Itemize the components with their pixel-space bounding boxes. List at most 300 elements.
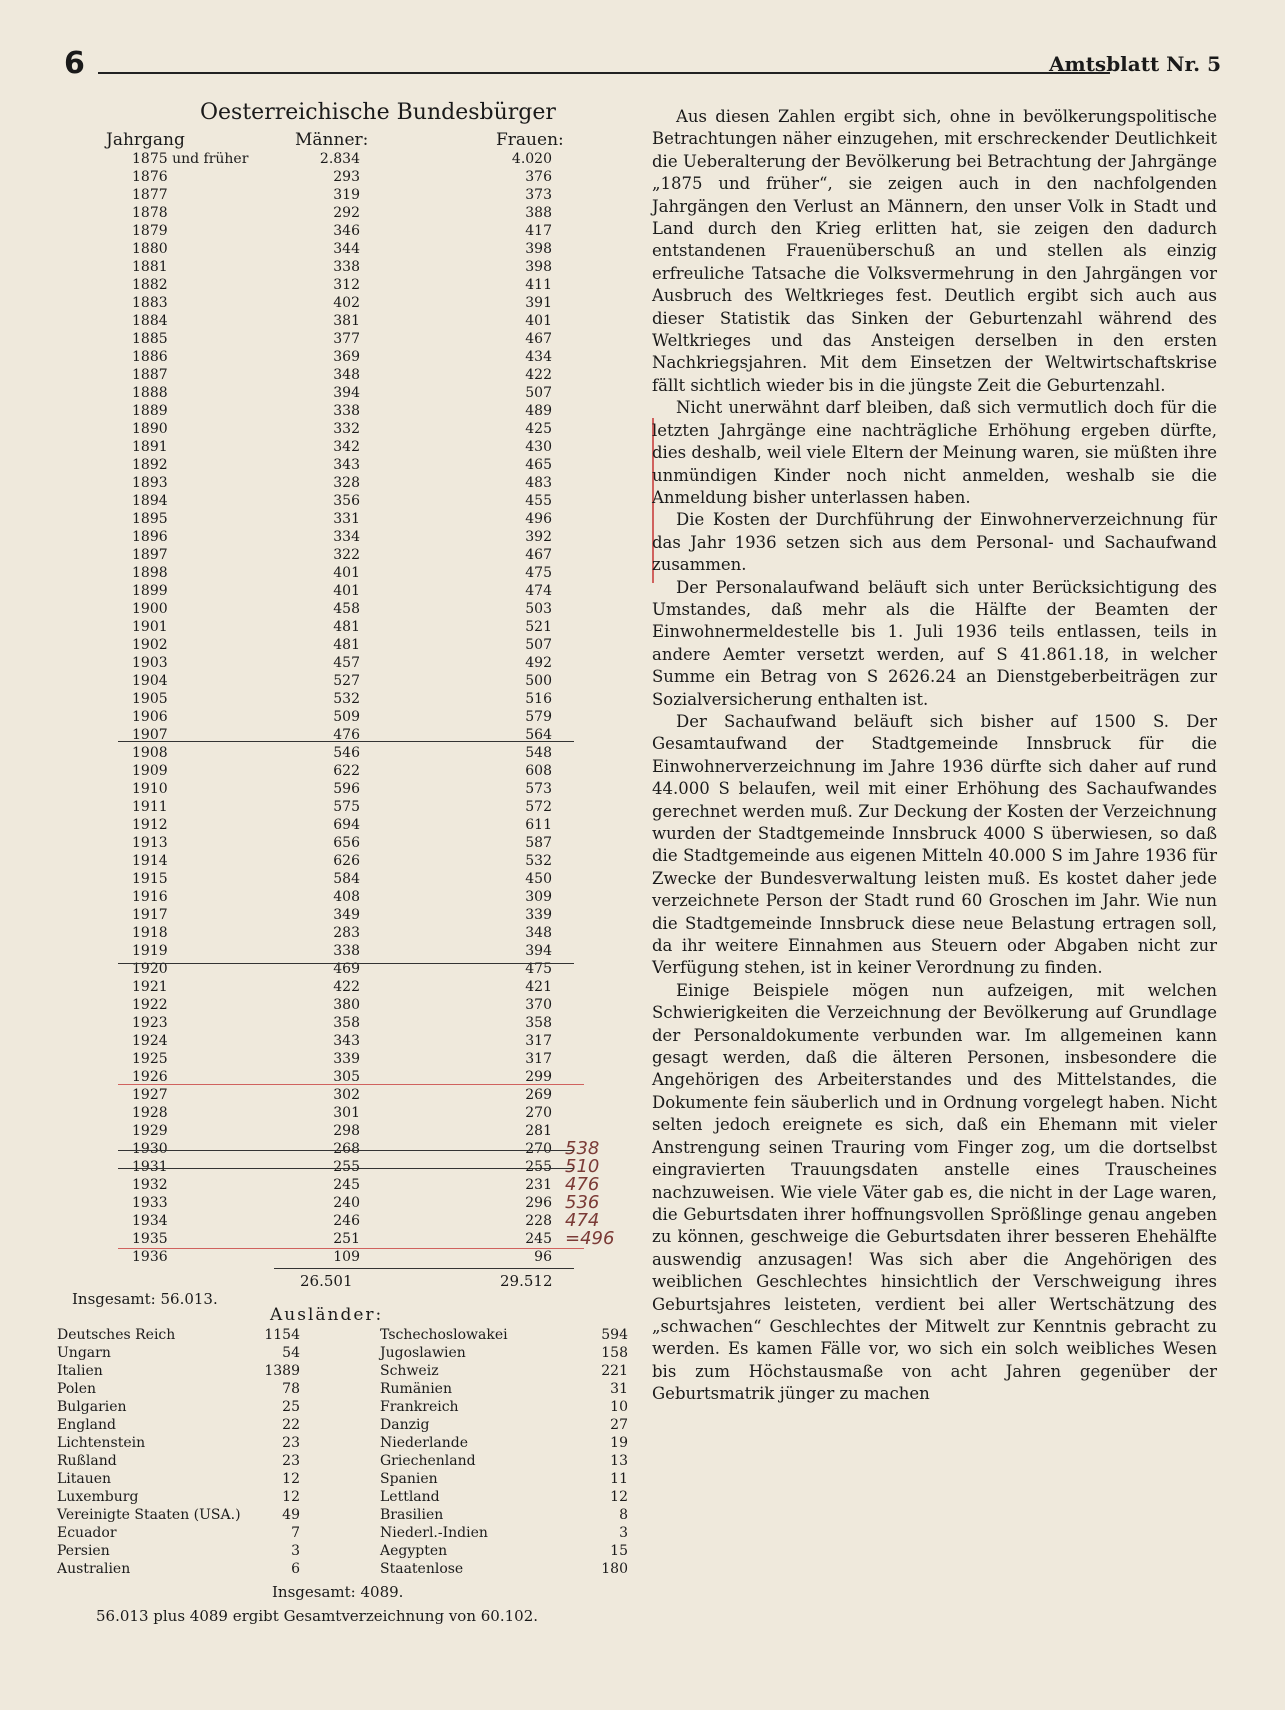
women-cell: 548: [525, 745, 552, 761]
men-cell: 283: [333, 925, 360, 941]
year-cell: 1904: [132, 673, 168, 689]
table-rule: [118, 741, 574, 742]
men-cell: 339: [333, 1051, 360, 1067]
table-row: [0, 924, 640, 942]
year-cell: 1912: [132, 817, 168, 833]
women-cell: 96: [534, 1249, 552, 1265]
country-name: Vereinigte Staaten (USA.): [57, 1507, 241, 1523]
table-row: [0, 492, 640, 510]
country-count: 54: [282, 1345, 300, 1361]
women-cell: 425: [525, 421, 552, 437]
foreign-row: [0, 1506, 628, 1524]
year-cell: 1925: [132, 1051, 168, 1067]
table-row: [0, 564, 640, 582]
year-cell: 1885: [132, 331, 168, 347]
year-cell: 1906: [132, 709, 168, 725]
country-name: Schweiz: [380, 1363, 439, 1379]
women-cell: 467: [525, 331, 552, 347]
men-cell: 408: [333, 889, 360, 905]
women-cell: 465: [525, 457, 552, 473]
country-name: Danzig: [380, 1417, 430, 1433]
country-name: Italien: [57, 1363, 103, 1379]
table-row: [0, 240, 640, 258]
women-cell: 394: [525, 943, 552, 959]
year-cell: 1886: [132, 349, 168, 365]
country-name: Jugoslawien: [380, 1345, 466, 1361]
article-paragraph: Der Personalaufwand beläuft sich unter Berücksichtigung des Umstandes, daß mehr als die Hälfte der Beamten der Einwohnermeldestelle bis 1. Juli 1936 teils entlassen, teils in andere Aemter versetzt werden, auf S 41.861.18, in welcher Summe ein Betrag von S 2626.24 an Dienstgeberbeiträgen zur Sozialversicherung enthalten ist.: [652, 577, 1217, 709]
year-cell: 1909: [132, 763, 168, 779]
year-cell: 1905: [132, 691, 168, 707]
country-name: Aegypten: [380, 1543, 448, 1559]
grand-total: Insgesamt: 56.013.: [72, 1290, 218, 1308]
country-name: Frankreich: [380, 1399, 459, 1415]
country-name: Deutsches Reich: [57, 1327, 176, 1343]
table-row: [0, 366, 640, 384]
table-row: [0, 438, 640, 456]
year-cell: 1876: [132, 169, 168, 185]
women-cell: 398: [525, 241, 552, 257]
women-cell: 521: [525, 619, 552, 635]
country-count: 3: [291, 1543, 300, 1559]
women-cell: 245: [525, 1231, 552, 1247]
year-cell: 1911: [132, 799, 168, 815]
table-row: [0, 1140, 640, 1158]
men-cell: 380: [333, 997, 360, 1013]
women-cell: 231: [525, 1177, 552, 1193]
table-rule: [118, 1150, 574, 1151]
women-cell: 572: [525, 799, 552, 815]
year-cell: 1931: [132, 1159, 168, 1175]
total-men: 26.501: [300, 1272, 353, 1290]
year-cell: 1935: [132, 1231, 168, 1247]
handwritten-note: 474: [565, 1210, 600, 1231]
year-cell: 1898: [132, 565, 168, 581]
table-row: [0, 1194, 640, 1212]
handwritten-note: 538: [565, 1138, 600, 1159]
men-cell: 527: [333, 673, 360, 689]
men-cell: 298: [333, 1123, 360, 1139]
table-row: [0, 1212, 640, 1230]
men-cell: 575: [333, 799, 360, 815]
women-cell: 391: [525, 295, 552, 311]
table-row: [0, 690, 640, 708]
year-cell: 1930: [132, 1141, 168, 1157]
year-cell: 1877: [132, 187, 168, 203]
journal-title: Amtsblatt Nr. 5: [1049, 52, 1221, 76]
year-cell: 1896: [132, 529, 168, 545]
country-count: 1389: [264, 1363, 300, 1379]
foreign-row: [0, 1380, 628, 1398]
men-cell: 596: [333, 781, 360, 797]
table-row: [0, 150, 640, 168]
women-cell: 475: [525, 565, 552, 581]
women-cell: 358: [525, 1015, 552, 1031]
men-cell: 319: [333, 187, 360, 203]
men-cell: 109: [333, 1249, 360, 1265]
table-row: [0, 1248, 640, 1266]
year-cell: 1936: [132, 1249, 168, 1265]
year-cell: 1922: [132, 997, 168, 1013]
country-name: Griechenland: [380, 1453, 476, 1469]
country-count: 15: [610, 1543, 628, 1559]
men-cell: 338: [333, 259, 360, 275]
foreign-row: [0, 1488, 628, 1506]
women-cell: 228: [525, 1213, 552, 1229]
women-cell: 516: [525, 691, 552, 707]
women-cell: 270: [525, 1141, 552, 1157]
women-cell: 475: [525, 961, 552, 977]
men-cell: 293: [333, 169, 360, 185]
table-row: [0, 816, 640, 834]
women-cell: 281: [525, 1123, 552, 1139]
year-cell: 1913: [132, 835, 168, 851]
men-cell: 328: [333, 475, 360, 491]
year-cell: 1918: [132, 925, 168, 941]
country-count: 19: [610, 1435, 628, 1451]
women-cell: 269: [525, 1087, 552, 1103]
country-name: Rumänien: [380, 1381, 452, 1397]
women-cell: 317: [525, 1051, 552, 1067]
country-name: Ecuador: [57, 1525, 117, 1541]
country-count: 6: [291, 1561, 300, 1577]
table-row: [0, 708, 640, 726]
table-row: [0, 474, 640, 492]
article-paragraph: Einige Beispiele mögen nun aufzeigen, mit welchen Schwierigkeiten die Verzeichnung der Bevölkerung auf Grundlage der Personaldokumente verbunden war. Im allgemeinen kann gesagt werden, daß die älteren Personen, insbesondere die Angehörigen des Arbeiterstandes und des Mittelstandes, die Dokumente fein säuberlich und in Ordnung vorgelegt haben. Nicht selten jedoch ereignete es sich, daß ein Ehemann mit vieler Anstrengung seinen Trauring vom Finger zog, um die dortselbst eingravierten Trauungsdaten anstelle eines Trauscheines nachzuweisen. Wie viele Väter gab es, die nicht in der Lage waren, die Geburtsdaten ihrer hoffnungsvollen Sprößlinge genau angeben zu können, geschweige die Geburtsdaten ihrer besseren Ehehälfte auswendig anzusagen! Was sich aber die Angehörigen des weiblichen Geschlechtes hinsichtlich der Verschweigung ihres Geburtsjahres leisteten, verdient bei aller Wertschätzung des „schwachen“ Geschlechtes der Mitwelt zur Kenntnis gebracht zu werden. Es kamen Fälle vor, wo sich ein solch weibliches Wesen bis zum Höchstausmaße von acht Jahren gegenüber der Geburtsmatrik jünger zu machen: [652, 980, 1217, 1404]
table-row: [0, 1122, 640, 1140]
year-cell: 1878: [132, 205, 168, 221]
men-cell: 268: [333, 1141, 360, 1157]
men-cell: 349: [333, 907, 360, 923]
header-rule: [98, 72, 1110, 74]
table-row: [0, 348, 640, 366]
table-row: [0, 420, 640, 438]
table-row: [0, 1176, 640, 1194]
table-row: [0, 1086, 640, 1104]
red-annotation-line: [118, 1084, 584, 1085]
women-cell: 579: [525, 709, 552, 725]
women-cell: 608: [525, 763, 552, 779]
foreign-row: [0, 1416, 628, 1434]
table-row: [0, 636, 640, 654]
country-name: Luxemburg: [57, 1489, 139, 1505]
men-cell: 342: [333, 439, 360, 455]
year-cell: 1894: [132, 493, 168, 509]
women-cell: 455: [525, 493, 552, 509]
men-cell: 255: [333, 1159, 360, 1175]
women-cell: 317: [525, 1033, 552, 1049]
foreign-row: [0, 1560, 628, 1578]
men-cell: 394: [333, 385, 360, 401]
women-cell: 370: [525, 997, 552, 1013]
women-cell: 373: [525, 187, 552, 203]
year-cell: 1889: [132, 403, 168, 419]
foreign-row: [0, 1434, 628, 1452]
country-count: 594: [601, 1327, 628, 1343]
table-row: [0, 798, 640, 816]
men-cell: 481: [333, 619, 360, 635]
country-count: 12: [282, 1471, 300, 1487]
table-row: [0, 528, 640, 546]
year-cell: 1900: [132, 601, 168, 617]
summary-line: 56.013 plus 4089 ergibt Gesamtverzeichnung von 60.102.: [96, 1607, 539, 1625]
year-cell: 1881: [132, 259, 168, 275]
year-cell: 1899: [132, 583, 168, 599]
men-cell: 458: [333, 601, 360, 617]
table-row: [0, 510, 640, 528]
country-count: 23: [282, 1435, 300, 1451]
women-cell: 388: [525, 205, 552, 221]
men-cell: 301: [333, 1105, 360, 1121]
women-cell: 611: [525, 817, 552, 833]
men-cell: 344: [333, 241, 360, 257]
country-count: 221: [601, 1363, 628, 1379]
table-row: [0, 762, 640, 780]
country-count: 7: [291, 1525, 300, 1541]
women-cell: 309: [525, 889, 552, 905]
country-count: 22: [282, 1417, 300, 1433]
country-name: Brasilien: [380, 1507, 444, 1523]
year-cell: 1934: [132, 1213, 168, 1229]
women-cell: 467: [525, 547, 552, 563]
foreign-row: [0, 1398, 628, 1416]
women-cell: 532: [525, 853, 552, 869]
table-row: [0, 780, 640, 798]
men-cell: 346: [333, 223, 360, 239]
men-cell: 305: [333, 1069, 360, 1085]
country-count: 3: [619, 1525, 628, 1541]
men-cell: 369: [333, 349, 360, 365]
year-cell: 1901: [132, 619, 168, 635]
country-count: 31: [610, 1381, 628, 1397]
column-header-year: Jahrgang: [106, 130, 185, 150]
men-cell: 402: [333, 295, 360, 311]
column-header-women: Frauen:: [496, 130, 564, 150]
year-cell: 1921: [132, 979, 168, 995]
country-name: Bulgarien: [57, 1399, 127, 1415]
country-count: 49: [282, 1507, 300, 1523]
women-cell: 417: [525, 223, 552, 239]
men-cell: 457: [333, 655, 360, 671]
year-cell: 1883: [132, 295, 168, 311]
country-count: 78: [282, 1381, 300, 1397]
foreign-row: [0, 1470, 628, 1488]
foreign-row: [0, 1326, 628, 1344]
men-cell: 332: [333, 421, 360, 437]
year-cell: 1926: [132, 1069, 168, 1085]
women-cell: 392: [525, 529, 552, 545]
country-name: Staatenlose: [380, 1561, 464, 1577]
men-cell: 381: [333, 313, 360, 329]
country-count: 180: [601, 1561, 628, 1577]
year-cell: 1875 und früher: [132, 151, 249, 167]
table-row: [0, 888, 640, 906]
men-cell: 356: [333, 493, 360, 509]
country-name: Niederl.-Indien: [380, 1525, 488, 1541]
table-row: [0, 1032, 640, 1050]
women-cell: 376: [525, 169, 552, 185]
women-cell: 492: [525, 655, 552, 671]
article-paragraph: Aus diesen Zahlen ergibt sich, ohne in bevölkerungspolitische Betrachtungen näher einzugehen, mit erschreckender Deutlichkeit die Ueberalterung der Bevölkerung bei Betrachtung der Jahrgänge „1875 und früher“, sie zeigen auch in den nachfolgenden Jahrgängen den Verlust an Männern, den unser Volk in Stadt und Land durch den Krieg erlitten hat, sie zeigen den dadurch entstandenen Frauenüberschuß an und stellen als einzig erfreuliche Tatsache die Volksvermehrung in den Jahrgängen vor Ausbruch des Weltkrieges fest. Deutlich ergibt sich auch aus dieser Statistik das Sinken der Geburtenzahl während des Weltkrieges und das Ansteigen derselben in den ersten Nachkriegsjahren. Mit dem Einsetzen der Weltwirtschaftskrise fällt sichtlich wieder bis in die jüngste Zeit die Geburtenzahl.: [652, 107, 1217, 395]
year-cell: 1879: [132, 223, 168, 239]
men-cell: 401: [333, 565, 360, 581]
men-cell: 338: [333, 943, 360, 959]
table-row: [0, 1050, 640, 1068]
foreign-row: [0, 1524, 628, 1542]
men-cell: 312: [333, 277, 360, 293]
women-cell: 348: [525, 925, 552, 941]
women-cell: 507: [525, 637, 552, 653]
year-cell: 1917: [132, 907, 168, 923]
men-cell: 334: [333, 529, 360, 545]
men-cell: 469: [333, 961, 360, 977]
table-row: [0, 978, 640, 996]
foreign-total: Insgesamt: 4089.: [272, 1583, 404, 1601]
women-cell: 500: [525, 673, 552, 689]
red-annotation-line: [118, 1248, 584, 1249]
men-cell: 546: [333, 745, 360, 761]
women-cell: 474: [525, 583, 552, 599]
year-cell: 1914: [132, 853, 168, 869]
year-cell: 1923: [132, 1015, 168, 1031]
country-name: Ungarn: [57, 1345, 111, 1361]
women-cell: 496: [525, 511, 552, 527]
table-row: [0, 870, 640, 888]
year-cell: 1893: [132, 475, 168, 491]
country-name: Polen: [57, 1381, 97, 1397]
men-cell: 656: [333, 835, 360, 851]
table-row: [0, 258, 640, 276]
year-cell: 1919: [132, 943, 168, 959]
year-cell: 1924: [132, 1033, 168, 1049]
foreign-title: Ausländer:: [270, 1305, 384, 1325]
year-cell: 1902: [132, 637, 168, 653]
men-cell: 694: [333, 817, 360, 833]
country-count: 11: [610, 1471, 628, 1487]
year-cell: 1933: [132, 1195, 168, 1211]
table-row: [0, 456, 640, 474]
table-row: [0, 1158, 640, 1176]
table-row: [0, 1104, 640, 1122]
country-count: 23: [282, 1453, 300, 1469]
table-row: [0, 384, 640, 402]
year-cell: 1890: [132, 421, 168, 437]
table-row: [0, 906, 640, 924]
country-count: 12: [610, 1489, 628, 1505]
women-cell: 483: [525, 475, 552, 491]
women-cell: 4.020: [511, 151, 552, 167]
table-row: [0, 744, 640, 762]
women-cell: 489: [525, 403, 552, 419]
men-cell: 246: [333, 1213, 360, 1229]
men-cell: 343: [333, 457, 360, 473]
table-row: [0, 834, 640, 852]
women-cell: 434: [525, 349, 552, 365]
foreign-row: [0, 1344, 628, 1362]
men-cell: 240: [333, 1195, 360, 1211]
article-paragraph: Die Kosten der Durchführung der Einwohnerverzeichnung für das Jahr 1936 setzen sich aus dem Personal- und Sachaufwand zusammen.: [652, 510, 1217, 575]
women-cell: 422: [525, 367, 552, 383]
men-cell: 358: [333, 1015, 360, 1031]
women-cell: 573: [525, 781, 552, 797]
handwritten-note: 476: [565, 1174, 600, 1195]
year-cell: 1907: [132, 727, 168, 743]
table-row: [0, 276, 640, 294]
country-name: Lettland: [380, 1489, 440, 1505]
column-header-men: Männer:: [295, 130, 369, 150]
table-row: [0, 582, 640, 600]
table-row: [0, 654, 640, 672]
year-cell: 1884: [132, 313, 168, 329]
year-cell: 1920: [132, 961, 168, 977]
year-cell: 1891: [132, 439, 168, 455]
year-cell: 1887: [132, 367, 168, 383]
year-cell: 1928: [132, 1105, 168, 1121]
men-cell: 322: [333, 547, 360, 563]
women-cell: 299: [525, 1069, 552, 1085]
table-row: [0, 600, 640, 618]
men-cell: 401: [333, 583, 360, 599]
table-row: [0, 222, 640, 240]
country-name: Rußland: [57, 1453, 117, 1469]
women-cell: 255: [525, 1159, 552, 1175]
men-cell: 532: [333, 691, 360, 707]
year-cell: 1910: [132, 781, 168, 797]
women-cell: 587: [525, 835, 552, 851]
page-number: 6: [64, 46, 85, 81]
year-cell: 1908: [132, 745, 168, 761]
women-cell: 401: [525, 313, 552, 329]
table-row: [0, 330, 640, 348]
table-rule: [118, 1168, 574, 1169]
country-name: England: [57, 1417, 117, 1433]
total-rule: [274, 1268, 574, 1269]
women-cell: 430: [525, 439, 552, 455]
men-cell: 481: [333, 637, 360, 653]
table-row: [0, 546, 640, 564]
women-cell: 296: [525, 1195, 552, 1211]
country-name: Litauen: [57, 1471, 112, 1487]
table-row: [0, 204, 640, 222]
country-count: 158: [601, 1345, 628, 1361]
year-cell: 1888: [132, 385, 168, 401]
table-row: [0, 852, 640, 870]
foreign-row: [0, 1362, 628, 1380]
men-cell: 509: [333, 709, 360, 725]
men-cell: 348: [333, 367, 360, 383]
women-cell: 398: [525, 259, 552, 275]
table-row: [0, 402, 640, 420]
foreign-row: [0, 1452, 628, 1470]
table-row: [0, 996, 640, 1014]
country-name: Niederlande: [380, 1435, 469, 1451]
table-row: [0, 186, 640, 204]
country-count: 25: [282, 1399, 300, 1415]
table-row: [0, 618, 640, 636]
men-cell: 331: [333, 511, 360, 527]
table-row: [0, 294, 640, 312]
article-paragraph: Der Sachaufwand beläuft sich bisher auf 1500 S. Der Gesamtaufwand der Stadtgemeinde Innsbruck für die Einwohnerverzeichnung im Jahre 1936 dürfte sich daher auf rund 44.000 S belaufen, weil mit einer Erhöhung des Sachaufwandes gerechnet werden muß. Zur Deckung der Kosten der Verzeichnung wurden der Stadtgemeinde Innsbruck 4000 S überwiesen, so daß die Stadtgemeinde aus eigenen Mitteln 40.000 S im Jahre 1936 für Zwecke der Bundesverwaltung leisten muß. Es kostet daher jede verzeichnete Person der Stadt rund 60 Groschen im Jahr. Wie nun die Stadtgemeinde Innsbruck diese neue Belastung ertragen soll, da ihr weitere Einnahmen aus Steuern oder Abgaben nicht zur Verfügung stehen, ist in keiner Verordnung zu finden.: [652, 711, 1217, 978]
women-cell: 564: [525, 727, 552, 743]
men-cell: 245: [333, 1177, 360, 1193]
women-cell: 411: [525, 277, 552, 293]
men-cell: 343: [333, 1033, 360, 1049]
handwritten-note: 536: [565, 1192, 600, 1213]
men-cell: 422: [333, 979, 360, 995]
year-cell: 1915: [132, 871, 168, 887]
year-cell: 1903: [132, 655, 168, 671]
year-cell: 1916: [132, 889, 168, 905]
men-cell: 338: [333, 403, 360, 419]
